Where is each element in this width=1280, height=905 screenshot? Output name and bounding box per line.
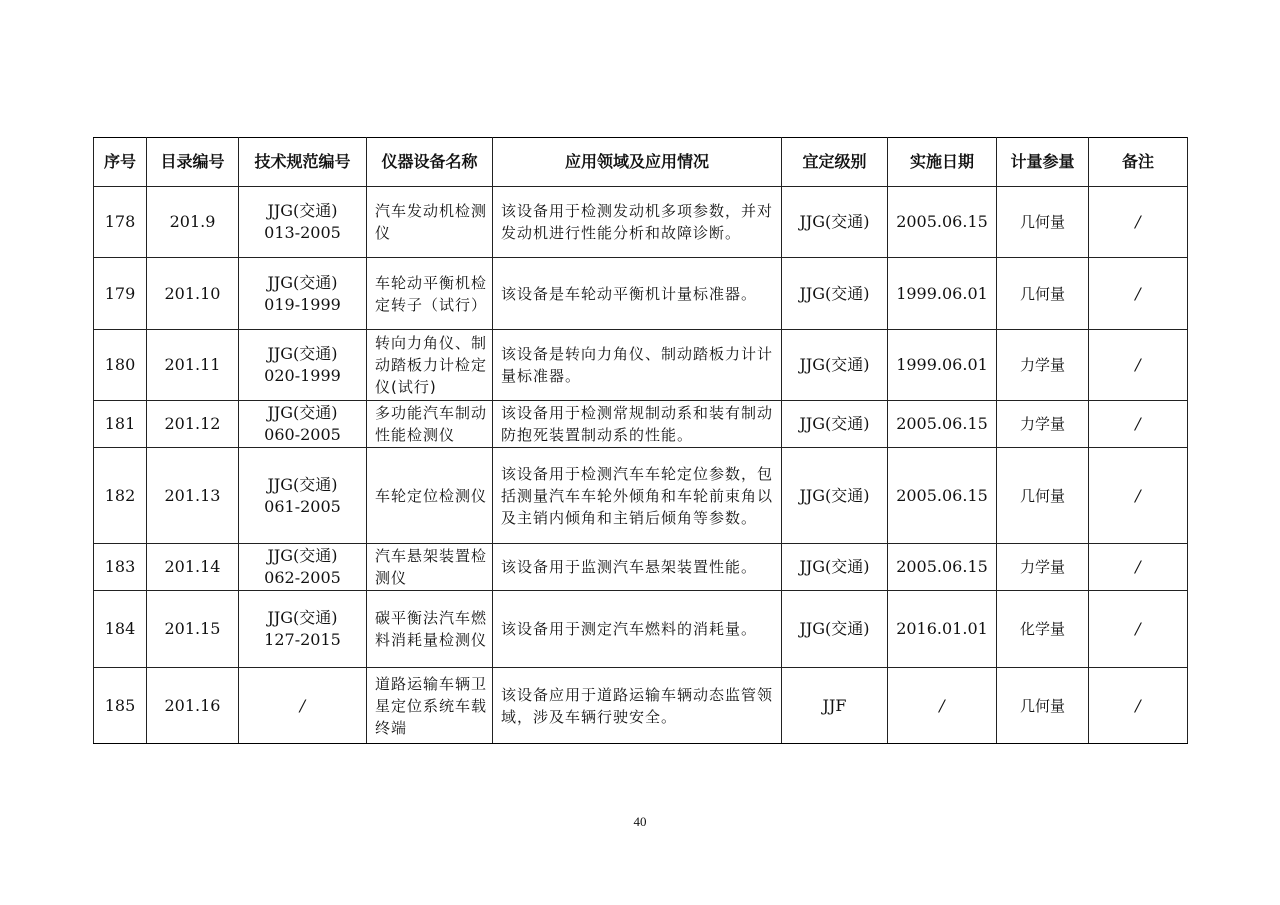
header-cell: 仪器设备名称	[367, 138, 493, 187]
catalog-number: 201.12	[147, 401, 239, 448]
application: 该设备是车轮动平衡机计量标准器。	[493, 258, 782, 330]
note: /	[1089, 187, 1188, 258]
header-cell: 计量参量	[997, 138, 1089, 187]
row-number: 180	[94, 330, 147, 401]
device-name: 车轮定位检测仪	[367, 448, 493, 544]
catalog-number: 201.9	[147, 187, 239, 258]
spec-number: JJG(交通) 062-2005	[239, 544, 367, 591]
level: JJG(交通)	[782, 401, 888, 448]
header-cell: 备注	[1089, 138, 1188, 187]
device-name: 多功能汽车制动性能检测仪	[367, 401, 493, 448]
note: /	[1089, 448, 1188, 544]
date: 1999.06.01	[888, 330, 997, 401]
device-name: 汽车悬架装置检测仪	[367, 544, 493, 591]
date: /	[888, 668, 997, 744]
row-number: 183	[94, 544, 147, 591]
table-row	[94, 668, 1188, 744]
level: JJG(交通)	[782, 258, 888, 330]
device-name: 转向力角仪、制动踏板力计检定仪(试行)	[367, 330, 493, 401]
table-row	[94, 330, 1188, 401]
application: 该设备用于检测常规制动系和装有制动防抱死装置制动系的性能。	[493, 401, 782, 448]
table-row	[94, 448, 1188, 544]
row-number: 184	[94, 591, 147, 668]
table-header-row	[94, 138, 1188, 187]
parameter: 几何量	[997, 448, 1089, 544]
note: /	[1089, 258, 1188, 330]
application: 该设备应用于道路运输车辆动态监管领域，涉及车辆行驶安全。	[493, 668, 782, 744]
note: /	[1089, 544, 1188, 591]
device-name: 道路运输车辆卫星定位系统车载终端	[367, 668, 493, 744]
catalog-number: 201.13	[147, 448, 239, 544]
page-number: 40	[633, 814, 647, 829]
note: /	[1089, 401, 1188, 448]
application: 该设备用于监测汽车悬架装置性能。	[493, 544, 782, 591]
date: 2005.06.15	[888, 544, 997, 591]
catalog-number: 201.16	[147, 668, 239, 744]
note: /	[1089, 591, 1188, 668]
level: JJG(交通)	[782, 448, 888, 544]
application: 该设备用于测定汽车燃料的消耗量。	[493, 591, 782, 668]
row-number: 185	[94, 668, 147, 744]
parameter: 力学量	[997, 544, 1089, 591]
parameter: 化学量	[997, 591, 1089, 668]
device-name: 汽车发动机检测仪	[367, 187, 493, 258]
device-name: 车轮动平衡机检定转子（试行）	[367, 258, 493, 330]
header-cell: 技术规范编号	[239, 138, 367, 187]
spec-number: /	[239, 668, 367, 744]
device-name: 碳平衡法汽车燃料消耗量检测仪	[367, 591, 493, 668]
row-number: 181	[94, 401, 147, 448]
level: JJG(交通)	[782, 544, 888, 591]
date: 2005.06.15	[888, 448, 997, 544]
spec-number: JJG(交通) 061-2005	[239, 448, 367, 544]
note: /	[1089, 330, 1188, 401]
row-number: 178	[94, 187, 147, 258]
catalog-number: 201.11	[147, 330, 239, 401]
header-cell: 目录编号	[147, 138, 239, 187]
level: JJG(交通)	[782, 591, 888, 668]
application: 该设备是转向力角仪、制动踏板力计计量标准器。	[493, 330, 782, 401]
parameter: 几何量	[997, 187, 1089, 258]
date: 2005.06.15	[888, 187, 997, 258]
table-row	[94, 591, 1188, 668]
catalog-table	[93, 137, 1188, 744]
note: /	[1089, 668, 1188, 744]
parameter: 力学量	[997, 401, 1089, 448]
catalog-number: 201.15	[147, 591, 239, 668]
table-row	[94, 544, 1188, 591]
spec-number: JJG(交通) 127-2015	[239, 591, 367, 668]
table-row	[94, 258, 1188, 330]
header-cell: 应用领域及应用情况	[493, 138, 782, 187]
application: 该设备用于检测发动机多项参数，并对发动机进行性能分析和故障诊断。	[493, 187, 782, 258]
header-cell: 宜定级别	[782, 138, 888, 187]
spec-number: JJG(交通) 020-1999	[239, 330, 367, 401]
catalog-number: 201.10	[147, 258, 239, 330]
header-cell: 序号	[94, 138, 147, 187]
date: 2005.06.15	[888, 401, 997, 448]
row-number: 182	[94, 448, 147, 544]
parameter: 几何量	[997, 668, 1089, 744]
date: 1999.06.01	[888, 258, 997, 330]
parameter: 力学量	[997, 330, 1089, 401]
level: JJF	[782, 668, 888, 744]
spec-number: JJG(交通) 060-2005	[239, 401, 367, 448]
table-row	[94, 187, 1188, 258]
level: JJG(交通)	[782, 187, 888, 258]
header-cell: 实施日期	[888, 138, 997, 187]
parameter: 几何量	[997, 258, 1089, 330]
catalog-number: 201.14	[147, 544, 239, 591]
level: JJG(交通)	[782, 330, 888, 401]
application: 该设备用于检测汽车车轮定位参数，包括测量汽车车轮外倾角和车轮前束角以及主销内倾角和主销后倾角等参数。	[493, 448, 782, 544]
table-row	[94, 401, 1188, 448]
spec-number: JJG(交通) 013-2005	[239, 187, 367, 258]
row-number: 179	[94, 258, 147, 330]
date: 2016.01.01	[888, 591, 997, 668]
spec-number: JJG(交通) 019-1999	[239, 258, 367, 330]
